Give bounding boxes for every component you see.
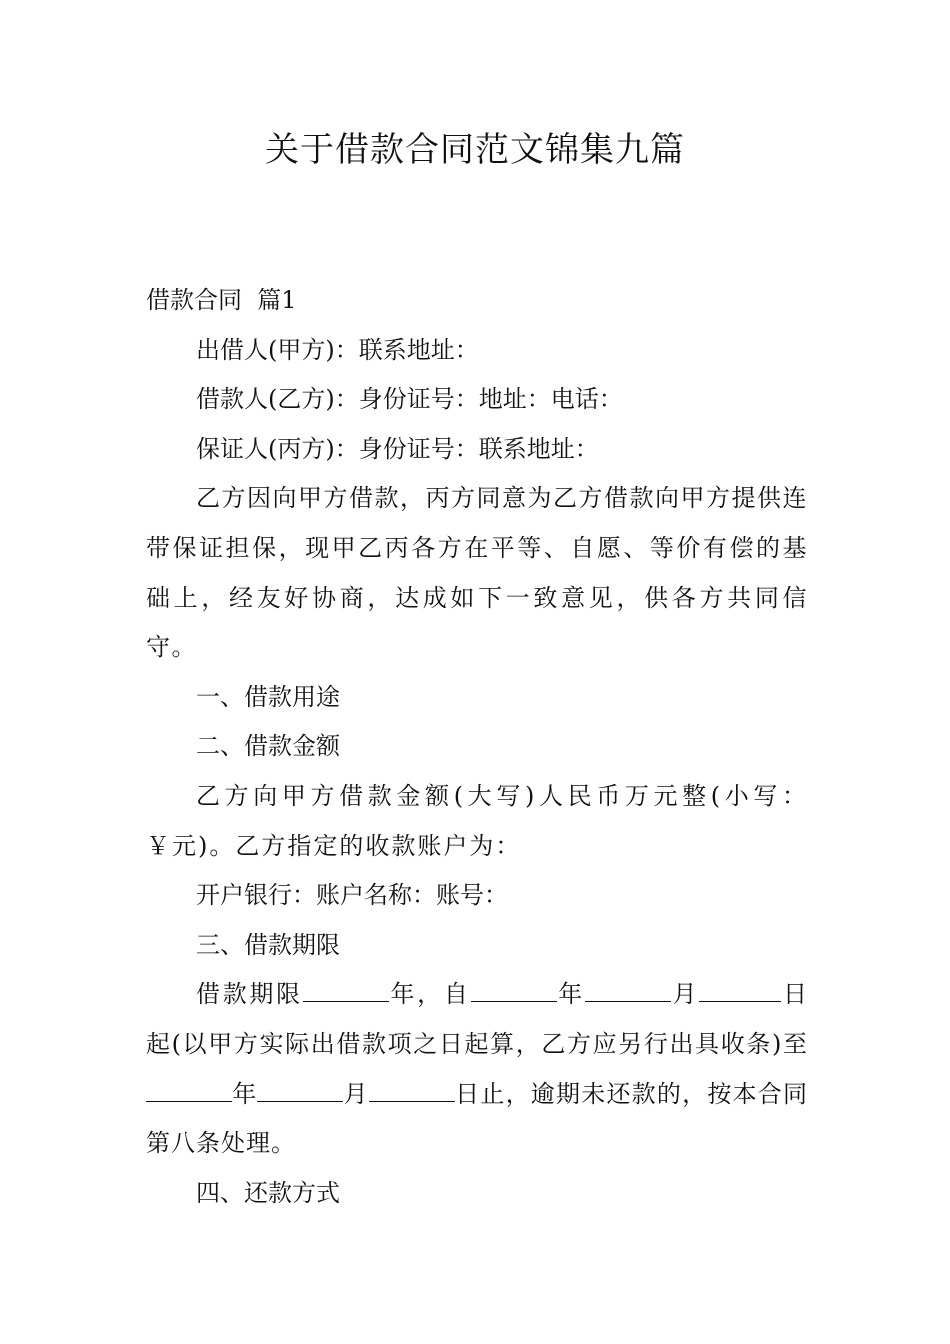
clause-4-title: 四、还款方式 [196,1178,340,1207]
clause-1-title: 一、借款用途 [196,682,340,711]
clause-3-text: 借款期限 [196,980,303,1009]
section-heading: 借款合同 篇1 [146,286,297,314]
clause-3-text: 年 [556,980,585,1009]
clause-3-text: 年 [232,1079,258,1108]
clause-2-amount-paragraph: 乙方向甲方借款金额(大写)人民币万元整(小写：￥元)。乙方指定的收款账户为： [146,781,808,860]
blank-line [471,979,557,1002]
blank-line [146,1079,232,1102]
clause-3-text: 日起(以甲方实际出借款项之日起算，乙方应另行出具收条)至 [146,980,809,1058]
guarantor-line: 保证人(丙方)：身份证号：联系地址： [196,434,599,463]
blank-line [585,979,671,1002]
lender-line: 出借人(甲方)：联系地址： [196,335,479,364]
clause-2-title: 二、借款金额 [196,732,340,761]
clause-2-account-line: 开户银行：账户名称：账号： [196,881,508,910]
clause-3-text: 日止，逾期未还款的，按本合同第八条处理。 [146,1079,809,1158]
clause-3-text: 月 [343,1079,369,1108]
clause-3-text: 月 [670,980,700,1009]
blank-line [257,1079,343,1102]
blank-line [369,1079,455,1102]
clause-3-paragraph [146,970,808,1168]
page-title: 关于借款合同范文锦集九篇 [265,130,685,170]
blank-line [303,979,389,1002]
blank-line [699,979,781,1002]
clause-3-text: 年，自 [388,980,471,1009]
clause-3-title: 三、借款期限 [196,930,340,959]
preamble-paragraph: 乙方因向甲方借款，丙方同意为乙方借款向甲方提供连带保证担保，现甲乙丙各方在平等、自愿、等价有偿的基础上，经友好协商，达成如下一致意见，供各方共同信守。 [146,484,808,662]
borrower-line: 借款人(乙方)：身份证号：地址：电话： [196,385,623,414]
contract-body [146,276,808,1218]
